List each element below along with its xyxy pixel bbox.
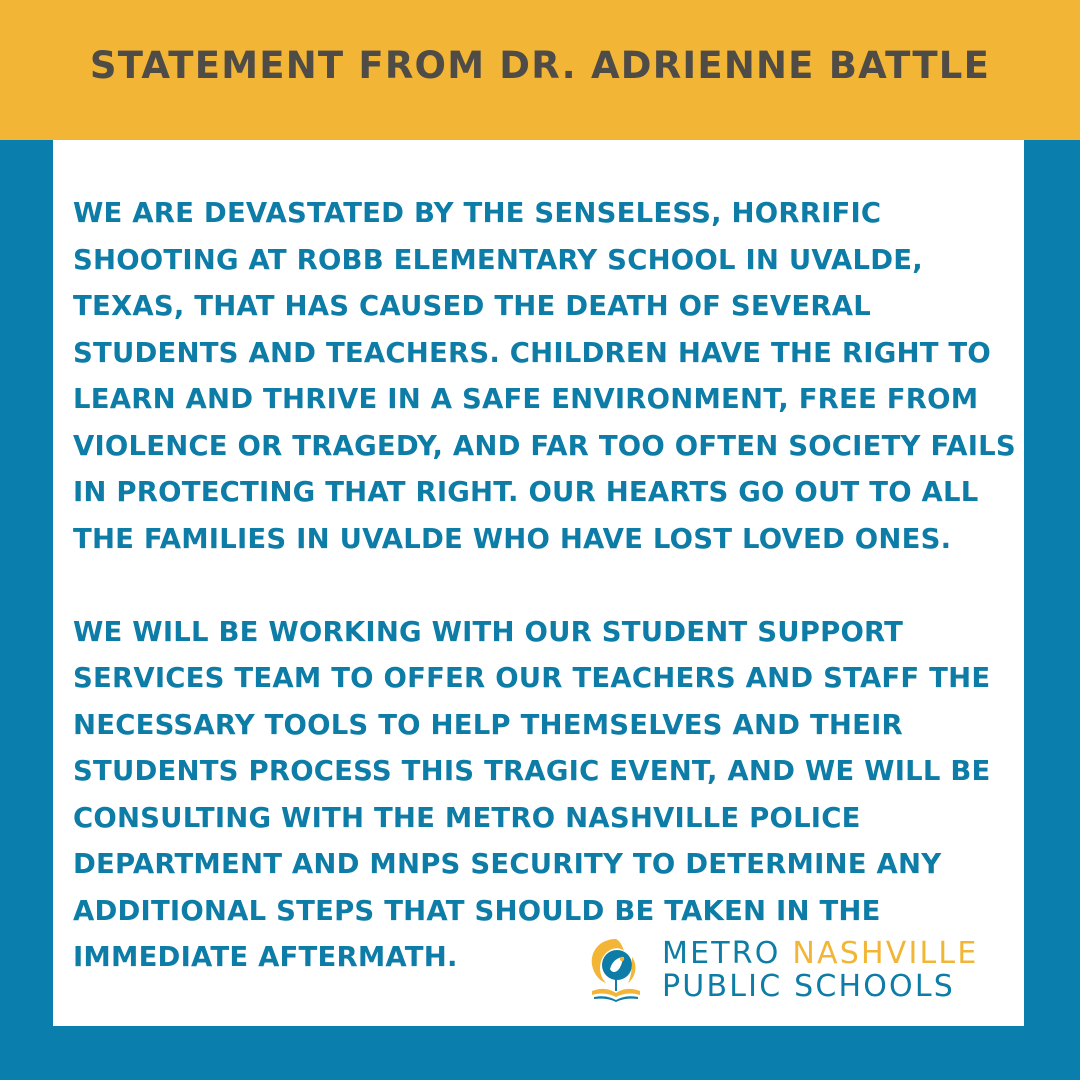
page-title: STATEMENT FROM DR. ADRIENNE BATTLE [89, 43, 991, 87]
header-banner [0, 0, 1080, 140]
logo-line-1 [662, 937, 979, 970]
logo-word-metro: METRO [662, 936, 781, 971]
logo-wordmark [662, 937, 979, 1003]
statement-body [73, 190, 1018, 981]
statement-paragraph-2: WE WILL BE WORKING WITH OUR STUDENT SUPPORT SERVICES TEAM TO OFFER OUR TEACHERS AND STAFF THE NECESSARY TOOLS TO HELP THEMSELVES AND THEIR STUDENTS PROCESS THIS TRAGIC EVENT, AND WE WILL BE CONSULTING WITH THE METRO NASHVILLE POLICE DEPARTMENT AND MNPS SECURITY TO DETERMINE ANY ADDITIONAL STEPS THAT SHOULD BE TAKEN IN THE IMMEDIATE AFTERMATH. [73, 615, 991, 973]
mnps-emblem-icon [586, 935, 646, 1005]
statement-card [53, 140, 1024, 1026]
logo-line-2: PUBLIC SCHOOLS [662, 969, 956, 1004]
statement-paragraph-1: WE ARE DEVASTATED BY THE SENSELESS, HORRIFIC SHOOTING AT ROBB ELEMENTARY SCHOOL IN UVALDE, TEXAS, THAT HAS CAUSED THE DEATH OF SEVERAL STUDENTS AND TEACHERS. CHILDREN HAVE THE RIGHT TO LEARN AND THRIVE IN A SAFE ENVIRONMENT, FREE FROM VIOLENCE OR TRAGEDY, AND FAR TOO OFTEN SOCIETY FAILS IN PROTECTING THAT RIGHT. OUR HEARTS GO OUT TO ALL THE FAMILIES IN UVALDE WHO HAVE LOST LOVED ONES. [73, 197, 1016, 555]
logo-word-nashville: NASHVILLE [792, 936, 979, 971]
mnps-logo [586, 935, 1016, 1005]
